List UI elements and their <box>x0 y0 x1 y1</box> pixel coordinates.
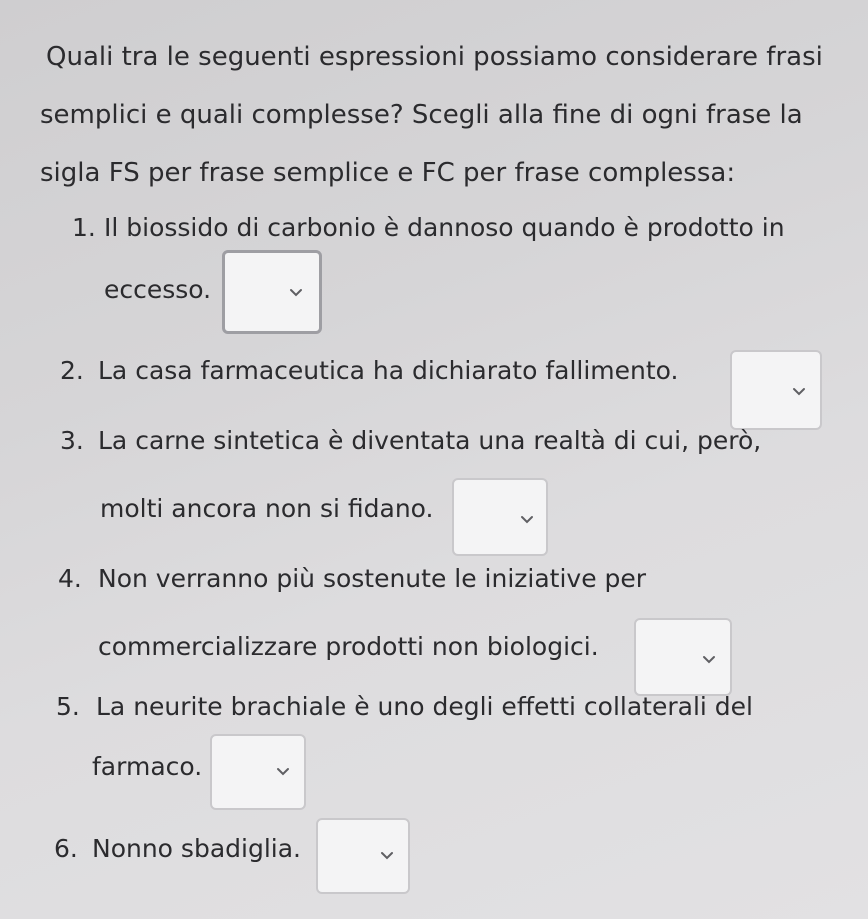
question-3-dropdown[interactable] <box>452 478 548 556</box>
chevron-down-icon <box>702 654 716 664</box>
question-6-text-line-1: Nonno sbadiglia. <box>92 834 301 863</box>
question-3-text-line-1: La carne sintetica è diventata una realtà di cui, però, <box>98 426 762 455</box>
question-6-dropdown[interactable] <box>316 818 410 894</box>
question-6-number: 6. <box>54 834 78 863</box>
question-5-dropdown[interactable] <box>210 734 306 810</box>
question-4-dropdown[interactable] <box>634 618 732 696</box>
chevron-down-icon <box>380 850 394 860</box>
chevron-down-icon <box>289 287 303 297</box>
question-4-text-line-2: commercializzare prodotti non biologici. <box>98 632 599 661</box>
question-2-text-line-1: La casa farmaceutica ha dichiarato fallimento. <box>98 356 679 385</box>
chevron-down-icon <box>520 514 534 524</box>
chevron-down-icon <box>792 386 806 396</box>
question-5-text-line-1: La neurite brachiale è uno degli effetti collaterali del <box>96 692 753 721</box>
instructions-line-2: semplici e quali complesse? Scegli alla fine di ogni frase la <box>40 100 803 130</box>
question-1-dropdown[interactable] <box>222 250 322 334</box>
question-5-number: 5. <box>56 692 80 721</box>
chevron-down-icon <box>276 766 290 776</box>
question-5-text-line-2: farmaco. <box>92 752 203 781</box>
instructions-line-1: Quali tra le seguenti espressioni possiamo considerare frasi <box>46 42 823 72</box>
question-1-text-line-2: eccesso. <box>104 275 212 304</box>
instructions-line-3: sigla FS per frase semplice e FC per frase complessa: <box>40 158 736 188</box>
question-3-text-line-2: molti ancora non si fidano. <box>100 494 434 523</box>
question-2-dropdown[interactable] <box>730 350 822 430</box>
question-4-text-line-1: Non verranno più sostenute le iniziative per <box>98 564 647 593</box>
question-4-number: 4. <box>58 564 82 593</box>
question-1-text-line-1: Il biossido di carbonio è dannoso quando è prodotto in <box>104 213 785 242</box>
question-2-number: 2. <box>60 356 84 385</box>
question-3-number: 3. <box>60 426 84 455</box>
question-1-number: 1. <box>72 213 96 242</box>
